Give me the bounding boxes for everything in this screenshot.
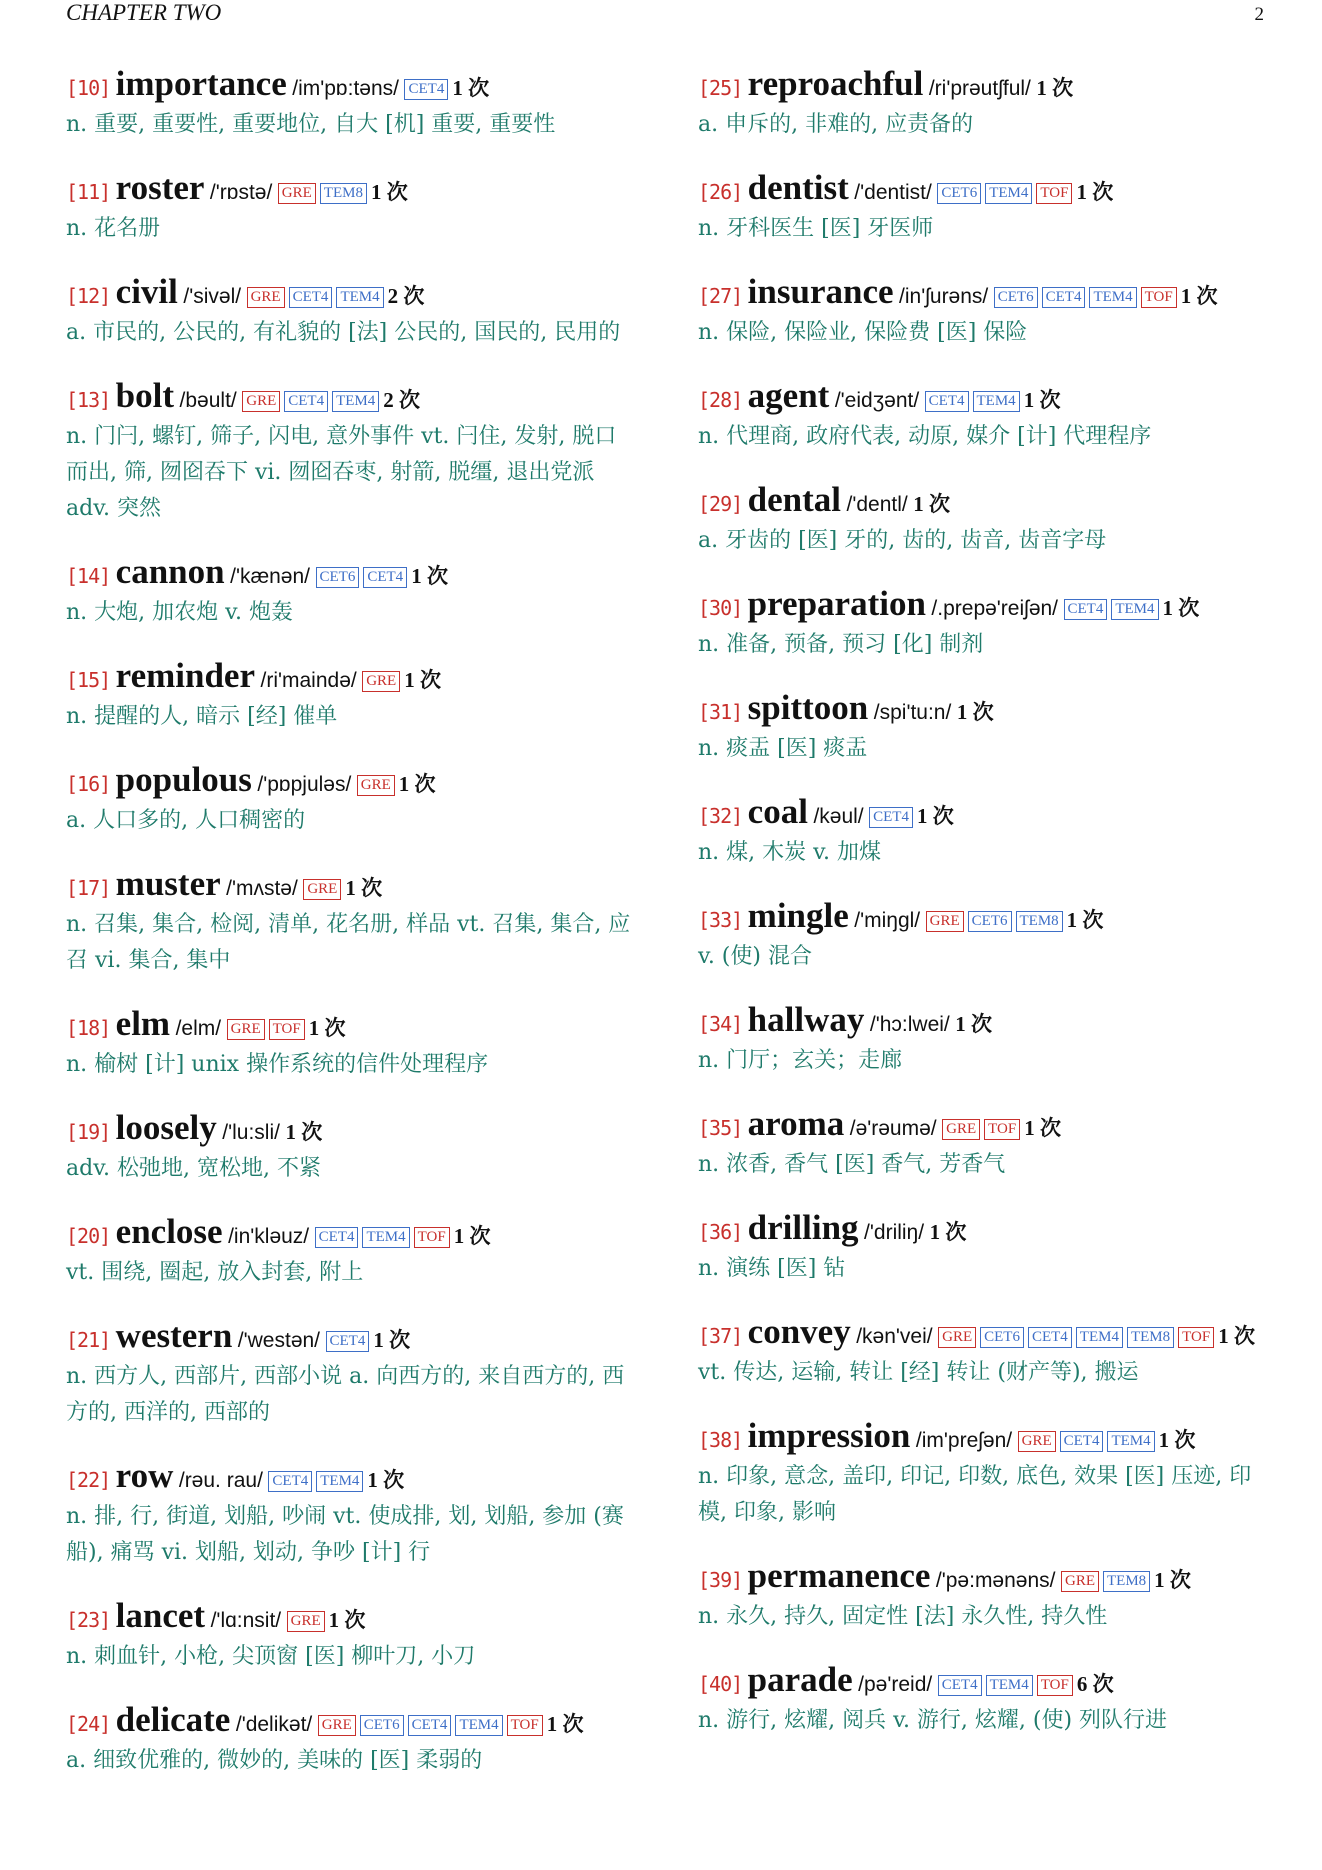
entry-head — [698, 66, 1270, 106]
vocab-entry — [698, 274, 1270, 351]
entry-count: 1 次 — [929, 1220, 967, 1244]
entry-definition: n. 提醒的人, 暗示 [经] 催单 — [66, 704, 338, 729]
entry-word: roster — [115, 168, 205, 207]
exam-tag: TEM8 — [1016, 911, 1063, 932]
entry-word: convey — [747, 1312, 851, 1351]
entry-phonetic: /'lɑ:nsit/ — [210, 1609, 282, 1632]
entry-definition: n. 重要, 重要性, 重要地位, 自大 [机] 重要, 重要性 — [66, 112, 556, 137]
entry-word: importance — [115, 64, 287, 103]
exam-tag: CET4 — [408, 1715, 452, 1736]
entry-definition: n. 刺血针, 小枪, 尖顶窗 [医] 柳叶刀, 小刀 — [66, 1644, 476, 1669]
exam-tag: TEM8 — [1103, 1571, 1150, 1592]
entry-head — [698, 1558, 1270, 1598]
vocab-entry — [698, 1662, 1270, 1739]
entry-definition: n. 门厅；玄关；走廊 — [698, 1048, 903, 1073]
entry-definition: n. 榆树 [计] unix 操作系统的信件处理程序 — [66, 1052, 489, 1077]
vocab-entry — [698, 794, 1270, 871]
exam-tag: CET4 — [869, 807, 913, 828]
exam-tag: GRE — [362, 671, 400, 692]
entry-word: drilling — [747, 1208, 859, 1247]
entry-head — [66, 170, 636, 210]
entry-head — [66, 1598, 636, 1638]
entry-index: [38] — [698, 1428, 743, 1452]
exam-tag: CET4 — [289, 287, 333, 308]
exam-tag: TEM4 — [336, 287, 383, 308]
exam-tag: CET4 — [1064, 599, 1108, 620]
entry-index: [18] — [66, 1016, 111, 1040]
entry-word: cannon — [115, 552, 225, 591]
entry-phonetic: /'westən/ — [237, 1329, 321, 1352]
entry-head — [698, 1002, 1270, 1042]
entry-phonetic: /'mʌstə/ — [226, 877, 298, 900]
entry-definition: a. 细致优雅的, 微妙的, 美味的 [医] 柔弱的 — [66, 1748, 483, 1773]
exam-tag: GRE — [303, 879, 341, 900]
exam-tag: TEM4 — [316, 1471, 363, 1492]
entry-count: 1 次 — [1218, 1324, 1255, 1348]
entry-count: 1 次 — [1036, 76, 1074, 100]
entry-definition: n. 保险, 保险业, 保险费 [医] 保险 — [698, 320, 1028, 345]
right-column — [698, 66, 1270, 1766]
entry-word: dentist — [747, 168, 849, 207]
entry-word: row — [115, 1456, 174, 1495]
entry-head — [698, 1418, 1270, 1458]
entry-head — [698, 1106, 1270, 1146]
entry-count: 1 次 — [916, 804, 954, 828]
exam-tag: GRE — [242, 391, 280, 412]
entry-word: agent — [747, 376, 830, 415]
entry-index: [34] — [698, 1012, 743, 1036]
entry-index: [26] — [698, 180, 743, 204]
vocab-entry — [698, 482, 1270, 559]
exam-tag: CET4 — [938, 1675, 982, 1696]
page-number: 2 — [1254, 4, 1264, 25]
vocab-entry — [698, 1106, 1270, 1183]
entry-definition: a. 市民的, 公民的, 有礼貌的 [法] 公民的, 国民的, 民用的 — [66, 320, 621, 345]
entry-definition: adv. 松弛地, 宽松地, 不紧 — [66, 1156, 321, 1181]
entry-count: 1 次 — [411, 564, 448, 588]
entry-head — [698, 586, 1270, 626]
entry-index: [14] — [66, 564, 111, 588]
exam-tag: GRE — [357, 775, 395, 796]
exam-tag: CET4 — [315, 1227, 359, 1248]
exam-tag: GRE — [1061, 1571, 1099, 1592]
entry-phonetic: /'driliŋ/ — [864, 1221, 925, 1244]
entry-head — [66, 1110, 636, 1150]
entry-index: [20] — [66, 1224, 111, 1248]
entry-count: 1 次 — [285, 1120, 323, 1144]
vocab-entry — [66, 658, 636, 735]
entry-head — [66, 274, 636, 314]
exam-tag: CET6 — [360, 1715, 404, 1736]
entry-head — [698, 1210, 1270, 1250]
entry-index: [32] — [698, 804, 743, 828]
entry-phonetic: /'hɔ:lwei/ — [869, 1013, 950, 1036]
entry-index: [10] — [66, 76, 111, 100]
entry-count: 1 次 — [373, 1328, 411, 1352]
entry-word: elm — [115, 1004, 171, 1043]
exam-tag: TEM4 — [1107, 1431, 1154, 1452]
entry-word: mingle — [747, 896, 849, 935]
vocab-entry — [698, 690, 1270, 767]
entry-word: impression — [747, 1416, 911, 1455]
entry-definition: n. 游行, 炫耀, 阅兵 v. 游行, 炫耀, (使) 列队行进 — [698, 1708, 1168, 1733]
entry-phonetic: /'delikət/ — [235, 1713, 313, 1736]
entry-index: [17] — [66, 876, 111, 900]
entry-head — [66, 1458, 636, 1498]
entry-count: 1 次 — [955, 1012, 992, 1036]
entry-count: 1 次 — [1076, 180, 1114, 204]
vocab-entry — [66, 1702, 636, 1779]
entry-phonetic: /in'kləuz/ — [228, 1225, 310, 1248]
entry-index: [27] — [698, 284, 743, 308]
exam-tag: CET6 — [980, 1327, 1024, 1348]
entry-count: 1 次 — [1158, 1428, 1196, 1452]
entry-definition: n. 门闩, 螺钉, 筛子, 闪电, 意外事件 vt. 闩住, 发射, 脱口而出, 筛, 囫囵吞下 vi. 囫囵吞枣, 射箭, 脱缰, 退出党派 adv. 突然 — [66, 424, 617, 521]
entry-phonetic: /'eidʒənt/ — [834, 389, 920, 412]
vocab-entry — [66, 274, 636, 351]
entry-index: [37] — [698, 1324, 743, 1348]
vocab-entry — [66, 1598, 636, 1675]
entry-phonetic: /rəu. rau/ — [178, 1469, 263, 1492]
entry-index: [28] — [698, 388, 743, 412]
exam-tag: GRE — [247, 287, 285, 308]
entry-definition: v. (使) 混合 — [698, 944, 812, 969]
entry-phonetic: /im'preʃən/ — [915, 1429, 1013, 1452]
entry-count: 1 次 — [370, 180, 408, 204]
entry-index: [30] — [698, 596, 743, 620]
vocab-entry — [66, 866, 636, 979]
exam-tag: CET4 — [1042, 287, 1086, 308]
entry-definition: n. 牙科医生 [医] 牙医师 — [698, 216, 934, 241]
entry-phonetic: /im'pɒ:təns/ — [292, 77, 399, 100]
entry-phonetic: /in'ʃurəns/ — [899, 285, 989, 308]
entry-definition: n. 永久, 持久, 固定性 [法] 永久性, 持久性 — [698, 1604, 1108, 1629]
exam-tag: TOF — [269, 1019, 305, 1040]
exam-tag: GRE — [287, 1611, 325, 1632]
exam-tag: CET6 — [316, 567, 360, 588]
exam-tag: CET4 — [284, 391, 328, 412]
entry-head — [66, 554, 636, 594]
vocab-entry — [698, 1210, 1270, 1287]
vocab-entry — [66, 1458, 636, 1571]
exam-tag: TEM4 — [973, 391, 1020, 412]
entry-phonetic: /bəult/ — [179, 389, 237, 412]
entry-phonetic: /spi'tu:n/ — [873, 701, 952, 724]
entry-word: coal — [747, 792, 808, 831]
entry-count: 1 次 — [452, 76, 490, 100]
exam-tag: TOF — [414, 1227, 450, 1248]
entry-count: 1 次 — [1154, 1568, 1191, 1592]
vocab-entry — [66, 1214, 636, 1291]
exam-tag: GRE — [1018, 1431, 1056, 1452]
entry-index: [12] — [66, 284, 111, 308]
entry-word: muster — [115, 864, 221, 903]
entry-phonetic: /pə'reid/ — [858, 1673, 933, 1696]
exam-tag: GRE — [942, 1119, 980, 1140]
exam-tag: CET4 — [1060, 1431, 1104, 1452]
entry-head — [698, 482, 1270, 522]
entry-count: 1 次 — [956, 700, 994, 724]
entry-head — [66, 378, 636, 418]
entry-head — [66, 866, 636, 906]
entry-word: loosely — [115, 1108, 217, 1147]
exam-tag: GRE — [318, 1715, 356, 1736]
exam-tag: CET6 — [994, 287, 1038, 308]
entry-index: [39] — [698, 1568, 743, 1592]
entry-index: [19] — [66, 1120, 111, 1144]
exam-tag: TOF — [1178, 1327, 1214, 1348]
entry-index: [25] — [698, 76, 743, 100]
exam-tag: GRE — [926, 911, 964, 932]
entry-index: [35] — [698, 1116, 743, 1140]
vocab-entry — [698, 170, 1270, 247]
entry-count: 1 次 — [1066, 908, 1104, 932]
entry-head — [698, 1314, 1270, 1354]
exam-tag: TEM4 — [985, 183, 1032, 204]
exam-tag: TEM4 — [332, 391, 379, 412]
chapter-title: CHAPTER TWO — [66, 0, 222, 25]
entry-index: [40] — [698, 1672, 743, 1696]
entry-word: spittoon — [747, 688, 869, 727]
entry-word: parade — [747, 1660, 853, 1699]
entry-definition: vt. 围绕, 圈起, 放入封套, 附上 — [66, 1260, 364, 1285]
exam-tag: CET6 — [937, 183, 981, 204]
entry-definition: n. 准备, 预备, 预习 [化] 制剂 — [698, 632, 984, 657]
entry-count: 1 次 — [398, 772, 436, 796]
entry-index: [36] — [698, 1220, 743, 1244]
entry-head — [698, 274, 1270, 314]
entry-count: 6 次 — [1076, 1672, 1114, 1696]
entry-definition: n. 西方人, 西部片, 西部小说 a. 向西方的, 来自西方的, 西方的, 西洋的, 西部的 — [66, 1364, 625, 1425]
entry-definition: n. 煤, 木炭 v. 加煤 — [698, 840, 881, 865]
entry-head — [698, 1662, 1270, 1702]
entry-count: 1 次 — [345, 876, 383, 900]
exam-tag: TEM4 — [1111, 599, 1158, 620]
entry-phonetic: /'dentist/ — [854, 181, 932, 204]
entry-word: enclose — [115, 1212, 223, 1251]
entry-word: delicate — [115, 1700, 231, 1739]
entry-index: [13] — [66, 388, 111, 412]
entry-phonetic: /ri'maində/ — [260, 669, 357, 692]
entry-index: [16] — [66, 772, 111, 796]
exam-tag: TEM4 — [986, 1675, 1033, 1696]
vocab-entry — [66, 66, 636, 143]
entry-head — [66, 1318, 636, 1358]
vocab-entry — [66, 170, 636, 247]
entry-phonetic: /'kænən/ — [230, 565, 310, 588]
entry-index: [11] — [66, 180, 111, 204]
entry-definition: n. 大炮, 加农炮 v. 炮轰 — [66, 600, 293, 625]
entry-word: reproachful — [747, 64, 924, 103]
exam-tag: CET4 — [1028, 1327, 1072, 1348]
entry-head — [66, 1214, 636, 1254]
entry-count: 1 次 — [1180, 284, 1218, 308]
entry-head — [66, 658, 636, 698]
exam-tag: CET4 — [326, 1331, 370, 1352]
vocab-entry — [66, 554, 636, 631]
entry-count: 1 次 — [328, 1608, 366, 1632]
entry-definition: n. 浓香, 香气 [医] 香气, 芳香气 — [698, 1152, 1006, 1177]
entry-phonetic: /'sivəl/ — [183, 285, 242, 308]
vocab-entry — [66, 1006, 636, 1083]
entry-word: reminder — [115, 656, 255, 695]
entry-index: [33] — [698, 908, 743, 932]
entry-definition: n. 痰盂 [医] 痰盂 — [698, 736, 868, 761]
entry-count: 1 次 — [1162, 596, 1200, 620]
entry-phonetic: /'pə:mənəns/ — [935, 1569, 1056, 1592]
entry-definition: n. 演练 [医] 钻 — [698, 1256, 846, 1281]
exam-tag: TOF — [507, 1715, 543, 1736]
exam-tag: GRE — [938, 1327, 976, 1348]
exam-tag: TOF — [1036, 183, 1072, 204]
entry-phonetic: /'pɒpjuləs/ — [257, 773, 352, 796]
entry-head — [66, 1702, 636, 1742]
entry-head — [66, 66, 636, 106]
entry-phonetic: /'dentl/ — [846, 493, 908, 516]
entry-word: hallway — [747, 1000, 865, 1039]
vocab-entry — [698, 1558, 1270, 1635]
entry-count: 1 次 — [913, 492, 950, 516]
entry-count: 1 次 — [1023, 388, 1061, 412]
entry-head — [698, 898, 1270, 938]
entry-head — [698, 378, 1270, 418]
entry-word: civil — [115, 272, 178, 311]
vocab-entry — [66, 378, 636, 527]
entry-word: permanence — [747, 1556, 931, 1595]
entry-count: 1 次 — [1024, 1116, 1061, 1140]
left-column — [66, 66, 636, 1806]
vocab-entry — [698, 1314, 1270, 1391]
entry-count: 1 次 — [546, 1712, 584, 1736]
entry-index: [22] — [66, 1468, 111, 1492]
entry-count: 1 次 — [367, 1468, 405, 1492]
entry-index: [21] — [66, 1328, 111, 1352]
entry-phonetic: /'lu:sli/ — [222, 1121, 280, 1144]
entry-phonetic: /elm/ — [175, 1017, 222, 1040]
entry-word: preparation — [747, 584, 926, 623]
exam-tag: TEM8 — [1127, 1327, 1174, 1348]
entry-head — [698, 794, 1270, 834]
entry-index: [31] — [698, 700, 743, 724]
entry-phonetic: /ə'rəumə/ — [849, 1117, 937, 1140]
entry-count: 2 次 — [383, 388, 421, 412]
entry-index: [29] — [698, 492, 743, 516]
entry-definition: a. 申斥的, 非难的, 应责备的 — [698, 112, 974, 137]
entry-index: [23] — [66, 1608, 111, 1632]
exam-tag: TOF — [1037, 1675, 1073, 1696]
entry-word: western — [115, 1316, 233, 1355]
entry-phonetic: /'rɒstə/ — [209, 181, 273, 204]
entry-word: insurance — [747, 272, 894, 311]
entry-head — [66, 1006, 636, 1046]
entry-head — [66, 762, 636, 802]
vocab-entry — [698, 1418, 1270, 1531]
entry-definition: n. 召集, 集合, 检阅, 清单, 花名册, 样品 vt. 召集, 集合, 应召 vi. 集合, 集中 — [66, 912, 631, 973]
exam-tag: CET4 — [925, 391, 969, 412]
entry-word: lancet — [115, 1596, 206, 1635]
vocab-entry — [66, 1110, 636, 1187]
exam-tag: CET4 — [268, 1471, 312, 1492]
entry-phonetic: /.prepə'reiʃən/ — [931, 597, 1059, 620]
vocab-entry — [698, 378, 1270, 455]
exam-tag: TOF — [1141, 287, 1177, 308]
exam-tag: CET4 — [404, 79, 448, 100]
entry-phonetic: /ri'prəutʃful/ — [928, 77, 1031, 100]
exam-tag: TEM4 — [1089, 287, 1136, 308]
vocab-entry — [66, 1318, 636, 1431]
entry-definition: n. 花名册 — [66, 216, 161, 241]
exam-tag: TEM4 — [1076, 1327, 1123, 1348]
entry-definition: vt. 传达, 运输, 转让 [经] 转让 (财产等), 搬运 — [698, 1360, 1139, 1385]
entry-definition: n. 代理商, 政府代表, 动原, 媒介 [计] 代理程序 — [698, 424, 1152, 449]
exam-tag: TEM8 — [320, 183, 367, 204]
entry-count: 1 次 — [404, 668, 441, 692]
entry-phonetic: /'miŋgl/ — [854, 909, 921, 932]
entry-head — [698, 170, 1270, 210]
exam-tag: CET4 — [363, 567, 407, 588]
vocab-entry — [698, 66, 1270, 143]
entry-word: dental — [747, 480, 842, 519]
entry-index: [15] — [66, 668, 111, 692]
entry-head — [698, 690, 1270, 730]
entry-phonetic: /kəul/ — [813, 805, 864, 828]
vocab-entry — [698, 898, 1270, 975]
vocab-entry — [698, 586, 1270, 663]
exam-tag: TOF — [984, 1119, 1020, 1140]
exam-tag: GRE — [227, 1019, 265, 1040]
exam-tag: TEM4 — [362, 1227, 409, 1248]
entry-count: 2 次 — [387, 284, 425, 308]
exam-tag: TEM4 — [455, 1715, 502, 1736]
entry-count: 1 次 — [453, 1224, 491, 1248]
entry-definition: n. 印象, 意念, 盖印, 印记, 印数, 底色, 效果 [医] 压迹, 印模, 印象, 影响 — [698, 1464, 1252, 1525]
exam-tag: GRE — [278, 183, 316, 204]
entry-word: aroma — [747, 1104, 845, 1143]
exam-tag: CET6 — [968, 911, 1012, 932]
entry-definition: a. 人口多的, 人口稠密的 — [66, 808, 306, 833]
vocab-entry — [698, 1002, 1270, 1079]
entry-phonetic: /kən'vei/ — [856, 1325, 933, 1348]
entry-word: populous — [115, 760, 252, 799]
entry-definition: n. 排, 行, 街道, 划船, 吵闹 vt. 使成排, 划, 划船, 参加 (赛船), 痛骂 vi. 划船, 划动, 争吵 [计] 行 — [66, 1504, 624, 1565]
entry-definition: a. 牙齿的 [医] 牙的, 齿的, 齿音, 齿音字母 — [698, 528, 1107, 553]
entry-count: 1 次 — [308, 1016, 346, 1040]
entry-word: bolt — [115, 376, 175, 415]
vocab-entry — [66, 762, 636, 839]
entry-index: [24] — [66, 1712, 111, 1736]
